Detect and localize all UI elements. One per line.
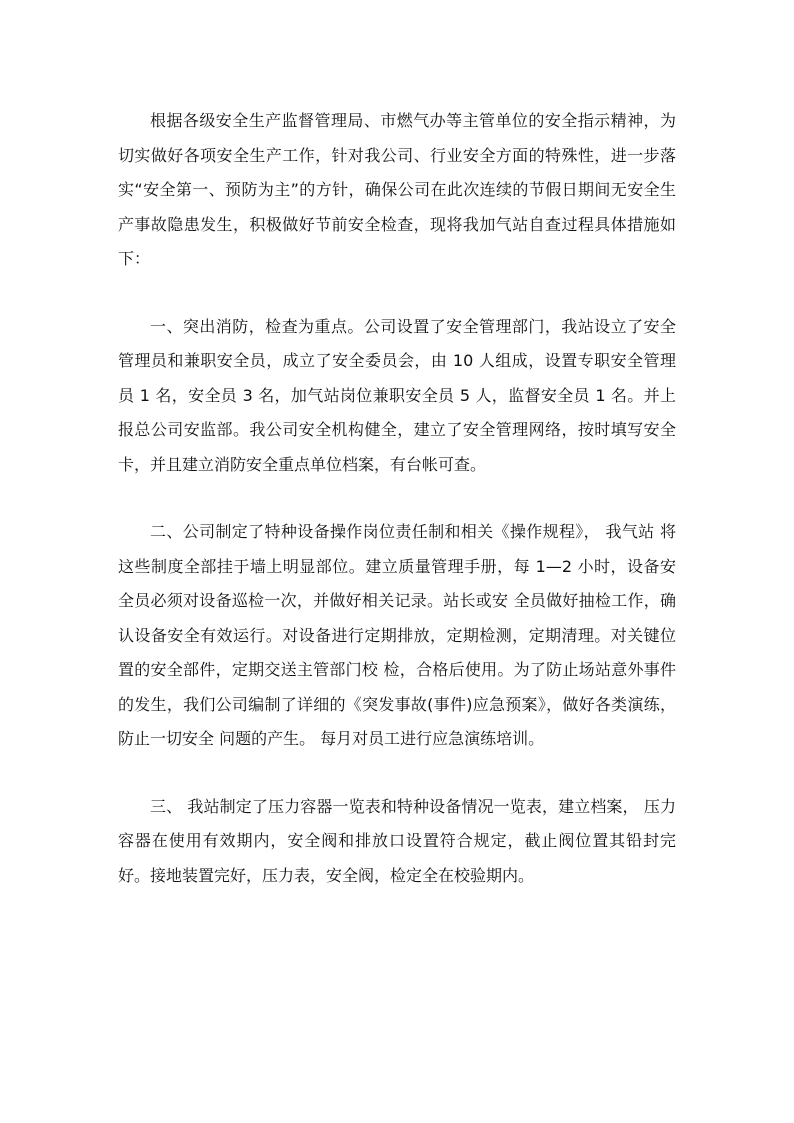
paragraph-gap [118,277,676,310]
paragraph-section-3: 三、 我站制定了压力容器一览表和特种设备情况一览表，建立档案， 压力容器在使用有效期内，安全阀和排放口设置符合规定，截止阀位置其铅封完好。接地装置完好，压力表，安全阀，检定全在校验期内。 [118,796,676,885]
paragraph-section-2: 二、公司制定了特种设备操作岗位责任制和相关《操作规程》， 我气站 将这些制度全部挂于墙上明显部位。建立质量管理手册，每 1—2 小时，设备安全员必须对设备巡检一次，并做好相关记录。站长或安 全员做好抽检工作，确认设备安全有效运行。对设备进行定期排放，定期检测，定期清理。对关键位置的安全部件，定期交送主管部门校 检，合格后使用。为了防止场站意外事件的发生，我们公司编制了详细的《突发事故(事件)应急预案》，做好各类演练，防止一切安全 问题的产生。 每月对员工进行应急演练培训。 [118,522,676,748]
paragraph-gap [118,757,676,790]
paragraph-gap [118,482,676,515]
document-body [118,104,676,893]
paragraph-section-1: 一、突出消防，检查为重点。公司设置了安全管理部门，我站设立了安全管理员和兼职安全员，成立了安全委员会，由 10 人组成，设置专职安全管理员 1 名，安全员 3 名，加气站岗位兼职安全员 5 人，监督安全员 1 名。并上报总公司安监部。我公司安全机构健全，建立了安全管理网络，按时填写安全卡，并且建立消防安全重点单位档案，有台帐可查。 [118,316,676,474]
paragraph-intro: 根据各级安全生产监督管理局、市燃气办等主管单位的安全指示精神，为切实做好各项安全生产工作，针对我公司、行业安全方面的特殊性，进一步落实“安全第一、预防为主”的方针，确保公司在此次连续的节假日期间无安全生产事故隐患发生，积极做好节前安全检查，现将我加气站自查过程具体措施如下： [118,111,676,268]
